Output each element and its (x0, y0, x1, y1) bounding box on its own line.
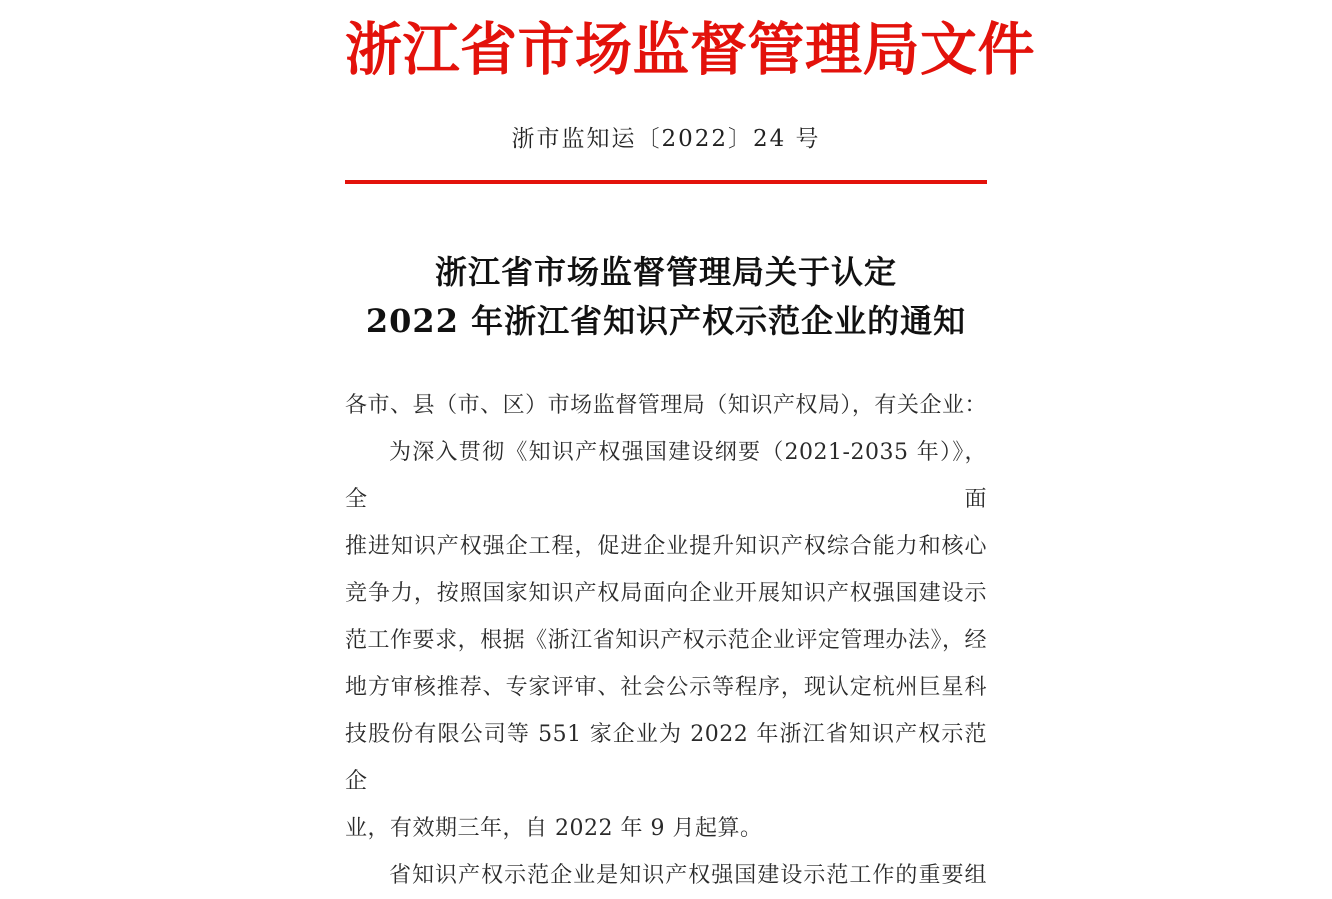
document-page (345, 16, 1035, 899)
body-line: 地方审核推荐、专家评审、社会公示等程序，现认定杭州巨星科 (345, 675, 987, 700)
body-line-salutation: 各市、县（市、区）市场监督管理局（知识产权局），有关企业： (345, 393, 987, 418)
agency-header-title: 浙江省市场监督管理局文件 (345, 16, 1035, 83)
body-line: 为深入贯彻《知识产权强国建设纲要（2021-2035 年）》，全面 (345, 440, 987, 512)
document-number: 浙市监知运〔2022〕24 号 (511, 126, 821, 152)
body-line: 省知识产权示范企业是知识产权强国建设示范工作的重要组 (389, 863, 987, 888)
red-divider-rule (345, 180, 987, 184)
document-title-line-2: 2022 年浙江省知识产权示范企业的通知 (365, 302, 967, 340)
body-line: 推进知识产权强企工程，促进企业提升知识产权综合能力和核心 (345, 534, 987, 559)
document-body (345, 382, 987, 899)
body-line: 竞争力，按照国家知识产权局面向企业开展知识产权强国建设示 (345, 581, 987, 606)
body-line: 业，有效期三年，自 2022 年 9 月起算。 (345, 816, 763, 841)
document-title (345, 248, 987, 346)
body-line: 技股份有限公司等 551 家企业为 2022 年浙江省知识产权示范企 (345, 722, 987, 794)
body-line: 范工作要求，根据《浙江省知识产权示范企业评定管理办法》，经 (345, 628, 987, 653)
document-title-line-1: 浙江省市场监督管理局关于认定 (434, 253, 897, 291)
